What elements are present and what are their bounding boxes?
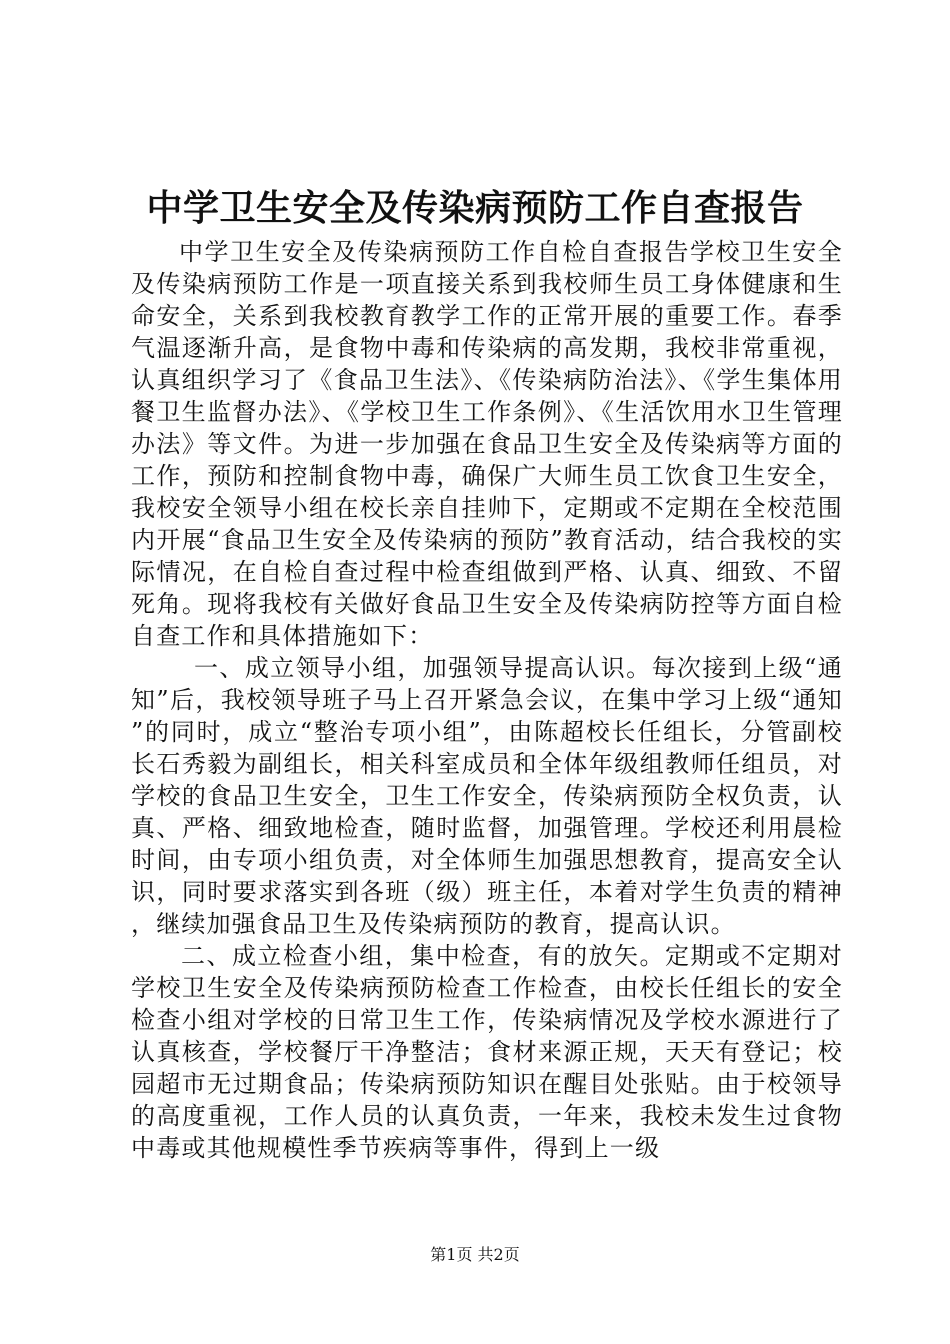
paragraph-section-two: 二、成立检查小组，集中检查，有的放矢。定期或不定期对学校卫生安全及传染病预防检查工作检查，由校长任组长的安全检查小组对学校的日常卫生工作，传染病情况及学校水源进行了认真核查，学校餐厅干净整洁；食材来源正规，天天有登记；校园超市无过期食品；传染病预防知识在醒目处张贴。由于校领导的高度重视，工作人员的认真负责，一年来，我校未发生过食物中毒或其他规模性季节疾病等事件，得到上一级 [131, 942, 843, 1162]
page-number-footer: 第1页 共2页 [430, 1245, 520, 1264]
document-body [131, 236, 843, 1164]
document-title: 中学卫生安全及传染病预防工作自查报告 [146, 188, 804, 229]
paragraph-intro: 中学卫生安全及传染病预防工作自检自查报告学校卫生安全及传染病预防工作是一项直接关系到我校师生员工身体健康和生命安全，关系到我校教育教学工作的正常开展的重要工作。春季气温逐渐升高，是食物中毒和传染病的高发期，我校非常重视，认真组织学习了《食品卫生法》、《传染病防治法》、《学生集体用餐卫生监督办法》、《学校卫生工作条例》、《生活饮用水卫生管理办法》等文件。为进一步加强在食品卫生安全及传染病等方面的工作，预防和控制食物中毒，确保广大师生员工饮食卫生安全，我校安全领导小组在校长亲自挂帅下，定期或不定期在全校范围内开展“食品卫生安全及传染病的预防”教育活动，结合我校的实际情况，在自检自查过程中检查组做到严格、认真、细致、不留死角。现将我校有关做好食品卫生安全及传染病防控等方面自检自查工作和具体措施如下： [131, 238, 843, 650]
paragraph-section-one: 一、成立领导小组，加强领导提高认识。每次接到上级“通知”后，我校领导班子马上召开紧急会议，在集中学习上级“通知”的同时，成立“整治专项小组”，由陈超校长任组长，分管副校长石秀毅为副组长，相关科室成员和全体年级组教师任组员，对学校的食品卫生安全，卫生工作安全，传染病预防全权负责，认真、严格、细致地检查，随时监督，加强管理。学校还利用晨检时间，由专项小组负责，对全体师生加强思想教育，提高安全认识，同时要求落实到各班（级）班主任，本着对学生负责的精神，继续加强食品卫生及传染病预防的教育，提高认识。 [131, 654, 843, 938]
